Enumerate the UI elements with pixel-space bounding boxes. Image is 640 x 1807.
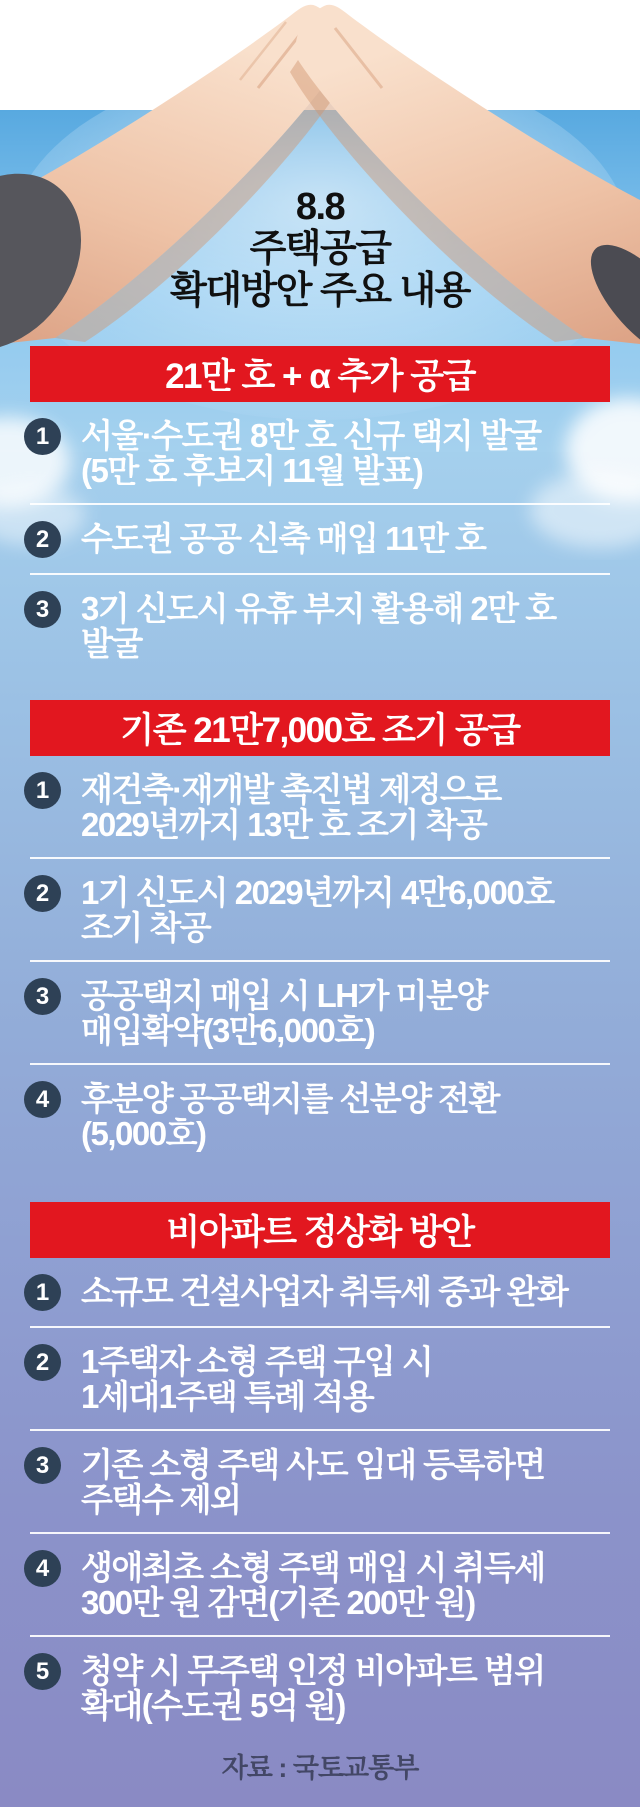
item-line: 후분양 공공택지를 선분양 전환 [81, 1080, 499, 1117]
section-additional-supply [30, 346, 610, 676]
item-text [81, 1653, 545, 1723]
item-text [81, 875, 554, 945]
item-text [81, 521, 485, 556]
item-line: 1기 신도시 2029년까지 4만6,000호 [81, 874, 554, 911]
item-line: 주택수 제외 [81, 1481, 241, 1518]
list-item [30, 962, 610, 1065]
list-item [30, 575, 610, 676]
list-item [30, 859, 610, 962]
list-item [30, 756, 610, 859]
item-line: 발굴 [81, 625, 142, 662]
list-item [30, 1328, 610, 1431]
item-text [81, 772, 501, 842]
content-sections [30, 346, 610, 1738]
item-number-badge: 3 [24, 591, 61, 628]
item-line: 수도권 공공 신축 매입 11만 호 [81, 520, 486, 557]
item-line: 3기 신도시 유휴 부지 활용해 2만 호 [81, 590, 556, 627]
item-number-badge: 4 [24, 1081, 61, 1118]
item-line: 300만 원 감면(기존 200만 원) [81, 1584, 475, 1621]
item-number-badge: 1 [24, 1274, 61, 1311]
item-line: (5만 호 후보지 11월 발표) [81, 452, 423, 489]
item-line: 조기 착공 [81, 909, 211, 946]
item-number-badge: 2 [24, 521, 61, 558]
item-line: 청약 시 무주택 인정 비아파트 범위 [81, 1652, 545, 1689]
item-line: 생애최초 소형 주택 매입 시 취득세 [81, 1549, 545, 1586]
item-number-badge: 2 [24, 875, 61, 912]
item-number-badge: 1 [24, 418, 61, 455]
title-line: 확대방안 주요 내용 [170, 270, 470, 312]
item-number-badge: 1 [24, 772, 61, 809]
list-item [30, 1258, 610, 1328]
item-text [81, 1550, 545, 1620]
item-number-badge: 2 [24, 1344, 61, 1381]
item-text [81, 1344, 432, 1414]
section-banner: 21만 호 + α 추가 공급 [30, 346, 610, 402]
list-item [30, 1637, 610, 1738]
section-banner: 기존 21만7,000호 조기 공급 [30, 700, 610, 756]
list-item [30, 1065, 610, 1166]
item-line: 소규모 건설사업자 취득세 중과 완화 [81, 1273, 568, 1310]
page-title [0, 186, 640, 312]
source-label: 자료 : 국토교통부 [221, 1753, 419, 1783]
item-line: 확대(수도권 5억 원) [81, 1687, 345, 1724]
item-line: 1주택자 소형 주택 구입 시 [81, 1343, 433, 1380]
list-item [30, 402, 610, 505]
list-item [30, 1534, 610, 1637]
item-number-badge: 4 [24, 1550, 61, 1587]
item-line: 기존 소형 주택 사도 임대 등록하면 [81, 1446, 545, 1483]
list-item [30, 505, 610, 575]
item-line: 공공택지 매입 시 LH가 미분양 [81, 977, 487, 1014]
item-line: (5,000호) [81, 1115, 206, 1152]
item-line: 재건축·재개발 촉진법 제정으로 [81, 771, 501, 808]
title-line: 8.8 [295, 186, 345, 228]
item-text [81, 1274, 567, 1309]
item-text [81, 418, 541, 488]
item-line: 서울·수도권 8만 호 신규 택지 발굴 [81, 417, 541, 454]
section-non-apartment [30, 1202, 610, 1738]
item-text [81, 1081, 499, 1151]
item-text [81, 591, 556, 661]
item-line: 매입확약(3만6,000호) [81, 1012, 375, 1049]
item-line: 2029년까지 13만 호 조기 착공 [81, 806, 487, 843]
item-line: 1세대1주택 특례 적용 [81, 1378, 374, 1415]
item-number-badge: 3 [24, 1447, 61, 1484]
title-line: 주택공급 [249, 228, 391, 270]
section-banner: 비아파트 정상화 방안 [30, 1202, 610, 1258]
section-early-supply [30, 700, 610, 1166]
item-text [81, 978, 487, 1048]
item-number-badge: 5 [24, 1653, 61, 1690]
item-text [81, 1447, 545, 1517]
item-number-badge: 3 [24, 978, 61, 1015]
list-item [30, 1431, 610, 1534]
